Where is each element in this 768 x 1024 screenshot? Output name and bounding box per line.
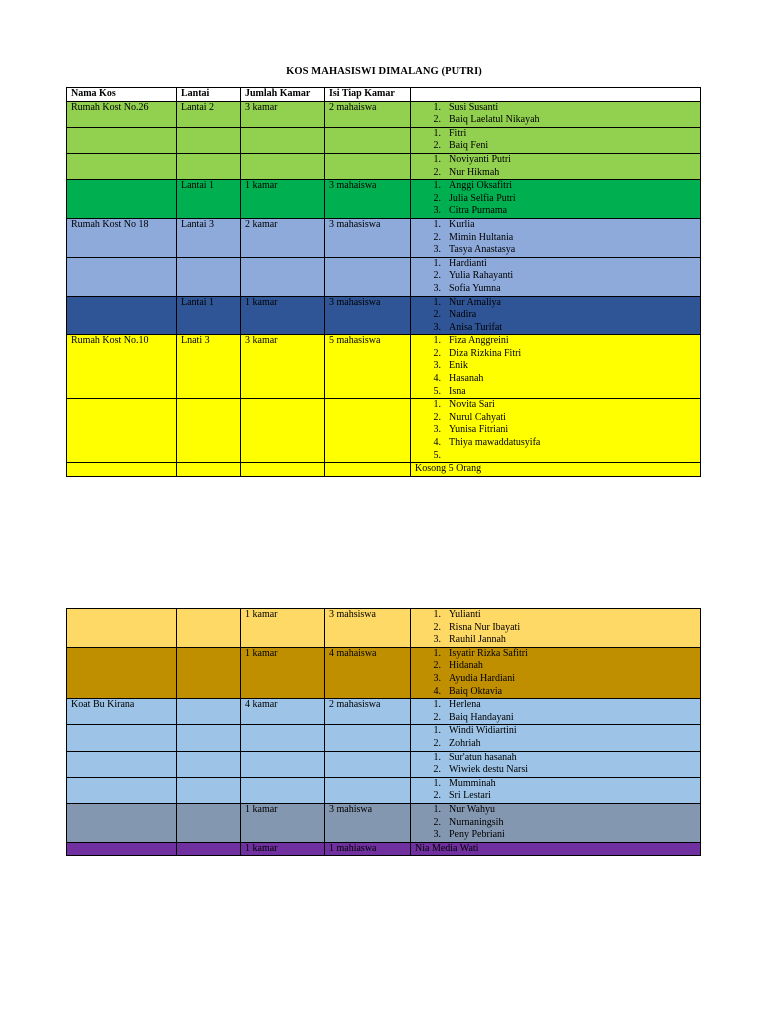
list-number: 2. (433, 621, 441, 633)
resident-list (415, 128, 696, 153)
list-item (415, 609, 696, 622)
cell-nama-kos (67, 153, 177, 179)
cell-jumlah-kamar (241, 127, 325, 153)
resident-name: Fitri (449, 127, 467, 139)
list-number: 2. (433, 737, 441, 749)
list-number: 2. (433, 231, 441, 243)
cell-jumlah-kamar: 1 kamar (241, 842, 325, 856)
cell-penghuni (411, 751, 701, 777)
list-item (415, 244, 696, 257)
list-number: 2. (433, 140, 441, 152)
resident-name: Wiwiek destu Narsi (449, 764, 529, 776)
cell-penghuni (411, 257, 701, 296)
list-number: 5. (433, 385, 441, 397)
list-item (415, 424, 696, 437)
resident-name: Nurnaningsih (449, 816, 504, 828)
list-number: 3. (433, 829, 441, 841)
cell-jumlah-kamar: 2 kamar (241, 218, 325, 257)
cell-isi-tiap-kamar (325, 399, 411, 463)
list-item (415, 686, 696, 699)
cell-lantai (177, 777, 241, 803)
list-number: 3. (433, 321, 441, 333)
table-row (67, 699, 701, 725)
cell-jumlah-kamar (241, 751, 325, 777)
cell-penghuni (411, 153, 701, 179)
resident-list (415, 297, 696, 335)
list-number: 1. (433, 153, 441, 165)
cell-nama-kos: Rumah Kost No 18 (67, 218, 177, 257)
list-number: 1. (433, 725, 441, 737)
list-number: 1. (433, 180, 441, 192)
list-item (415, 725, 696, 738)
cell-penghuni (411, 101, 701, 127)
resident-list (415, 752, 696, 777)
list-item (415, 373, 696, 386)
list-number: 1. (433, 335, 441, 347)
list-number: 3. (433, 634, 441, 646)
resident-list (415, 399, 696, 462)
list-item (415, 634, 696, 647)
resident-list (415, 102, 696, 127)
list-item (415, 804, 696, 817)
list-item (415, 128, 696, 141)
list-item (415, 712, 696, 725)
list-number: 5. (433, 449, 441, 461)
list-item (415, 102, 696, 115)
list-item (415, 154, 696, 167)
list-item (415, 297, 696, 310)
resident-name: Rauhil Jannah (449, 634, 506, 646)
table-row (67, 725, 701, 751)
list-number: 1. (433, 257, 441, 269)
resident-name: Isyatir Rizka Safitri (449, 647, 528, 659)
cell-lantai (177, 399, 241, 463)
list-item (415, 335, 696, 348)
table-row (67, 609, 701, 648)
resident-name: Herlena (449, 699, 481, 711)
header-penghuni (411, 88, 701, 102)
cell-jumlah-kamar (241, 777, 325, 803)
resident-name: Tasya Anastasya (449, 244, 516, 256)
list-item (415, 309, 696, 322)
resident-name: Thiya mawaddatusyifa (449, 437, 541, 449)
cell-lantai (177, 699, 241, 725)
cell-isi-tiap-kamar: 3 mahiswa (325, 803, 411, 842)
resident-name: Baiq Laelatul Nikayah (449, 114, 540, 126)
resident-name: Sri Lestari (449, 790, 491, 802)
resident-name: Novita Sari (449, 399, 495, 411)
cell-penghuni (411, 127, 701, 153)
cell-lantai (177, 127, 241, 153)
list-item (415, 386, 696, 399)
list-item (415, 699, 696, 712)
list-item (415, 399, 696, 412)
resident-name: Anggi Oksafitri (449, 180, 513, 192)
list-number: 3. (433, 424, 441, 436)
table-row (67, 296, 701, 335)
cell-lantai: Lantai 2 (177, 101, 241, 127)
resident-list (415, 335, 696, 398)
cell-penghuni (411, 777, 701, 803)
cell-isi-tiap-kamar (325, 751, 411, 777)
list-item (415, 778, 696, 791)
table-header-row (67, 88, 701, 102)
cell-nama-kos (67, 751, 177, 777)
table-row (67, 399, 701, 463)
kos-table-1 (66, 87, 701, 477)
resident-list (415, 609, 696, 647)
table-row (67, 803, 701, 842)
cell-lantai (177, 647, 241, 698)
cell-isi-tiap-kamar: 3 mahasiswa (325, 218, 411, 257)
cell-isi-tiap-kamar (325, 127, 411, 153)
cell-nama-kos (67, 180, 177, 219)
list-number: 1. (433, 647, 441, 659)
cell-isi-tiap-kamar: 2 mahasiswa (325, 699, 411, 725)
list-item (415, 660, 696, 673)
cell-jumlah-kamar: 1 kamar (241, 803, 325, 842)
list-item (415, 140, 696, 153)
resident-name: Ayudia Hardiani (449, 672, 516, 684)
list-number: 4. (433, 373, 441, 385)
cell-isi-tiap-kamar: 3 mahsiswa (325, 609, 411, 648)
resident-list (415, 219, 696, 257)
cell-nama-kos (67, 647, 177, 698)
kos-table-2 (66, 608, 701, 856)
resident-name: Baiq Handayani (449, 711, 514, 723)
cell-lantai (177, 751, 241, 777)
header-lantai: Lantai (177, 88, 241, 102)
resident-list (415, 648, 696, 698)
list-item (415, 283, 696, 296)
cell-jumlah-kamar: 1 kamar (241, 647, 325, 698)
table-row (67, 153, 701, 179)
list-number: 2. (433, 347, 441, 359)
cell-penghuni (411, 399, 701, 463)
list-number: 2. (433, 711, 441, 723)
list-item (415, 360, 696, 373)
cell-jumlah-kamar (241, 399, 325, 463)
header-nama-kos: Nama Kos (67, 88, 177, 102)
resident-name: Yunisa Fitriani (449, 424, 509, 436)
cell-isi-tiap-kamar: 2 mahaiswa (325, 101, 411, 127)
cell-jumlah-kamar (241, 725, 325, 751)
list-item (415, 114, 696, 127)
table-row (67, 842, 701, 856)
list-item (415, 817, 696, 830)
cell-penghuni (411, 218, 701, 257)
resident-name: Kurlia (449, 218, 475, 230)
list-number: 1. (433, 101, 441, 113)
resident-list (415, 699, 696, 724)
cell-lantai: Lantai 3 (177, 218, 241, 257)
resident-name: Mumminah (449, 777, 496, 789)
cell-nama-kos (67, 725, 177, 751)
table-row (67, 335, 701, 399)
cell-jumlah-kamar (241, 463, 325, 477)
list-number: 2. (433, 816, 441, 828)
resident-name: Mimin Hultania (449, 231, 514, 243)
list-item (415, 738, 696, 751)
list-item (415, 348, 696, 361)
resident-name: Hardianti (449, 257, 487, 269)
resident-name: Julia Selfia Putri (449, 192, 516, 204)
list-number: 3. (433, 282, 441, 294)
list-item (415, 412, 696, 425)
cell-nama-kos: Koat Bu Kirana (67, 699, 177, 725)
cell-penghuni (411, 725, 701, 751)
list-item (415, 219, 696, 232)
resident-name: Peny Pebriani (449, 829, 505, 841)
list-number: 3. (433, 244, 441, 256)
cell-lantai (177, 153, 241, 179)
cell-jumlah-kamar: 3 kamar (241, 335, 325, 399)
cell-jumlah-kamar: 3 kamar (241, 101, 325, 127)
cell-lantai (177, 803, 241, 842)
list-number: 4. (433, 685, 441, 697)
cell-lantai (177, 257, 241, 296)
cell-isi-tiap-kamar (325, 153, 411, 179)
resident-name: Hasanah (449, 373, 484, 385)
cell-nama-kos (67, 609, 177, 648)
table-row (67, 257, 701, 296)
cell-nama-kos (67, 777, 177, 803)
cell-isi-tiap-kamar: 1 mahiaswa (325, 842, 411, 856)
cell-lantai (177, 842, 241, 856)
header-jumlah-kamar: Jumlah Kamar (241, 88, 325, 102)
table-row (67, 127, 701, 153)
list-number: 1. (433, 751, 441, 763)
cell-nama-kos (67, 296, 177, 335)
table-row (67, 751, 701, 777)
cell-jumlah-kamar: 1 kamar (241, 180, 325, 219)
cell-penghuni (411, 699, 701, 725)
list-number: 1. (433, 609, 441, 620)
cell-isi-tiap-kamar: 4 mahaiswa (325, 647, 411, 698)
list-number: 2. (433, 309, 441, 321)
list-number: 1. (433, 777, 441, 789)
cell-penghuni (411, 296, 701, 335)
list-item (415, 752, 696, 765)
list-number: 1. (433, 803, 441, 815)
resident-name: Fiza Anggreini (449, 335, 509, 347)
cell-nama-kos (67, 127, 177, 153)
resident-name: Hidanah (449, 660, 483, 672)
list-number: 1. (433, 127, 441, 139)
list-item (415, 270, 696, 283)
header-isi-tiap-kamar: Isi Tiap Kamar (325, 88, 411, 102)
list-item (415, 167, 696, 180)
cell-isi-tiap-kamar (325, 725, 411, 751)
cell-nama-kos (67, 463, 177, 477)
list-number: 2. (433, 166, 441, 178)
resident-name: Baiq Oktavia (449, 685, 503, 697)
resident-list (415, 804, 696, 842)
resident-name: Baiq Feni (449, 140, 489, 152)
cell-jumlah-kamar (241, 153, 325, 179)
cell-penghuni (411, 647, 701, 698)
resident-name: Susi Susanti (449, 101, 499, 113)
resident-list (415, 180, 696, 218)
list-item (415, 258, 696, 271)
cell-jumlah-kamar (241, 257, 325, 296)
cell-isi-tiap-kamar (325, 777, 411, 803)
list-item (415, 673, 696, 686)
table-row (67, 101, 701, 127)
resident-name: Enik (449, 360, 468, 372)
list-item (415, 232, 696, 245)
list-item (415, 790, 696, 803)
list-number: 2. (433, 660, 441, 672)
cell-jumlah-kamar: 4 kamar (241, 699, 325, 725)
resident-name: Yulia Rahayanti (449, 270, 514, 282)
cell-penghuni (411, 335, 701, 399)
resident-name: Nurul Cahyati (449, 411, 506, 423)
list-number: 1. (433, 218, 441, 230)
cell-penghuni (411, 180, 701, 219)
resident-list (415, 258, 696, 296)
list-item (415, 180, 696, 193)
cell-isi-tiap-kamar (325, 463, 411, 477)
cell-nama-kos (67, 803, 177, 842)
list-number: 4. (433, 437, 441, 449)
list-number: 2. (433, 192, 441, 204)
resident-name: Diza Rizkina Fitri (449, 347, 522, 359)
cell-nama-kos (67, 257, 177, 296)
list-item (415, 648, 696, 661)
list-item (415, 205, 696, 218)
list-number: 2. (433, 764, 441, 776)
document-title: KOS MAHASISWI DIMALANG (PUTRI) (286, 66, 482, 77)
cell-isi-tiap-kamar: 3 mahasiswa (325, 296, 411, 335)
cell-nama-kos (67, 842, 177, 856)
list-item (415, 322, 696, 335)
cell-lantai: Lantai 1 (177, 180, 241, 219)
list-number: 2. (433, 270, 441, 282)
cell-jumlah-kamar: 1 kamar (241, 609, 325, 648)
resident-list (415, 154, 696, 179)
cell-penghuni (411, 609, 701, 648)
cell-isi-tiap-kamar: 5 mahasiswa (325, 335, 411, 399)
table-row (67, 647, 701, 698)
list-number: 3. (433, 360, 441, 372)
cell-nama-kos: Rumah Kost No.10 (67, 335, 177, 399)
resident-name: Nur Amaliya (449, 296, 501, 308)
resident-name: Noviyanti Putri (449, 153, 511, 165)
cell-lantai (177, 609, 241, 648)
cell-nama-kos (67, 399, 177, 463)
cell-penghuni: Kosong 5 Orang (411, 463, 701, 477)
list-item (415, 764, 696, 777)
resident-name: Sofia Yumna (449, 282, 501, 294)
resident-name: Nur Wahyu (449, 803, 495, 815)
resident-name: Nur Hikmah (449, 166, 500, 178)
list-item (415, 437, 696, 450)
list-number: 3. (433, 205, 441, 217)
list-number: 1. (433, 399, 441, 411)
table-row (67, 777, 701, 803)
list-number: 1. (433, 296, 441, 308)
resident-name: Isna (449, 385, 466, 397)
resident-list (415, 778, 696, 803)
resident-name: Risna Nur Ibayati (449, 621, 521, 633)
cell-penghuni: Nia Media Wati (411, 842, 701, 856)
list-number: 1. (433, 699, 441, 711)
cell-lantai (177, 463, 241, 477)
cell-jumlah-kamar: 1 kamar (241, 296, 325, 335)
table-row (67, 180, 701, 219)
cell-isi-tiap-kamar: 3 mahaiswa (325, 180, 411, 219)
list-item (415, 450, 696, 463)
cell-penghuni (411, 803, 701, 842)
cell-lantai: Lantai 1 (177, 296, 241, 335)
resident-name: Citra Purnama (449, 205, 508, 217)
list-number: 2. (433, 411, 441, 423)
resident-name: Zohriah (449, 737, 481, 749)
resident-list (415, 725, 696, 750)
cell-isi-tiap-kamar (325, 257, 411, 296)
resident-name: Nadira (449, 309, 477, 321)
resident-name: Anisa Turifat (449, 321, 503, 333)
list-item (415, 829, 696, 842)
list-number: 2. (433, 114, 441, 126)
list-item (415, 622, 696, 635)
resident-name: Windi Widiartini (449, 725, 517, 737)
table-row (67, 463, 701, 477)
cell-nama-kos: Rumah Kost No.26 (67, 101, 177, 127)
resident-name: Yulianti (449, 609, 481, 620)
cell-lantai (177, 725, 241, 751)
cell-lantai: Lnati 3 (177, 335, 241, 399)
table-row (67, 218, 701, 257)
list-number: 3. (433, 672, 441, 684)
resident-name: Sur'atun hasanah (449, 751, 517, 763)
list-number: 2. (433, 790, 441, 802)
list-item (415, 193, 696, 206)
